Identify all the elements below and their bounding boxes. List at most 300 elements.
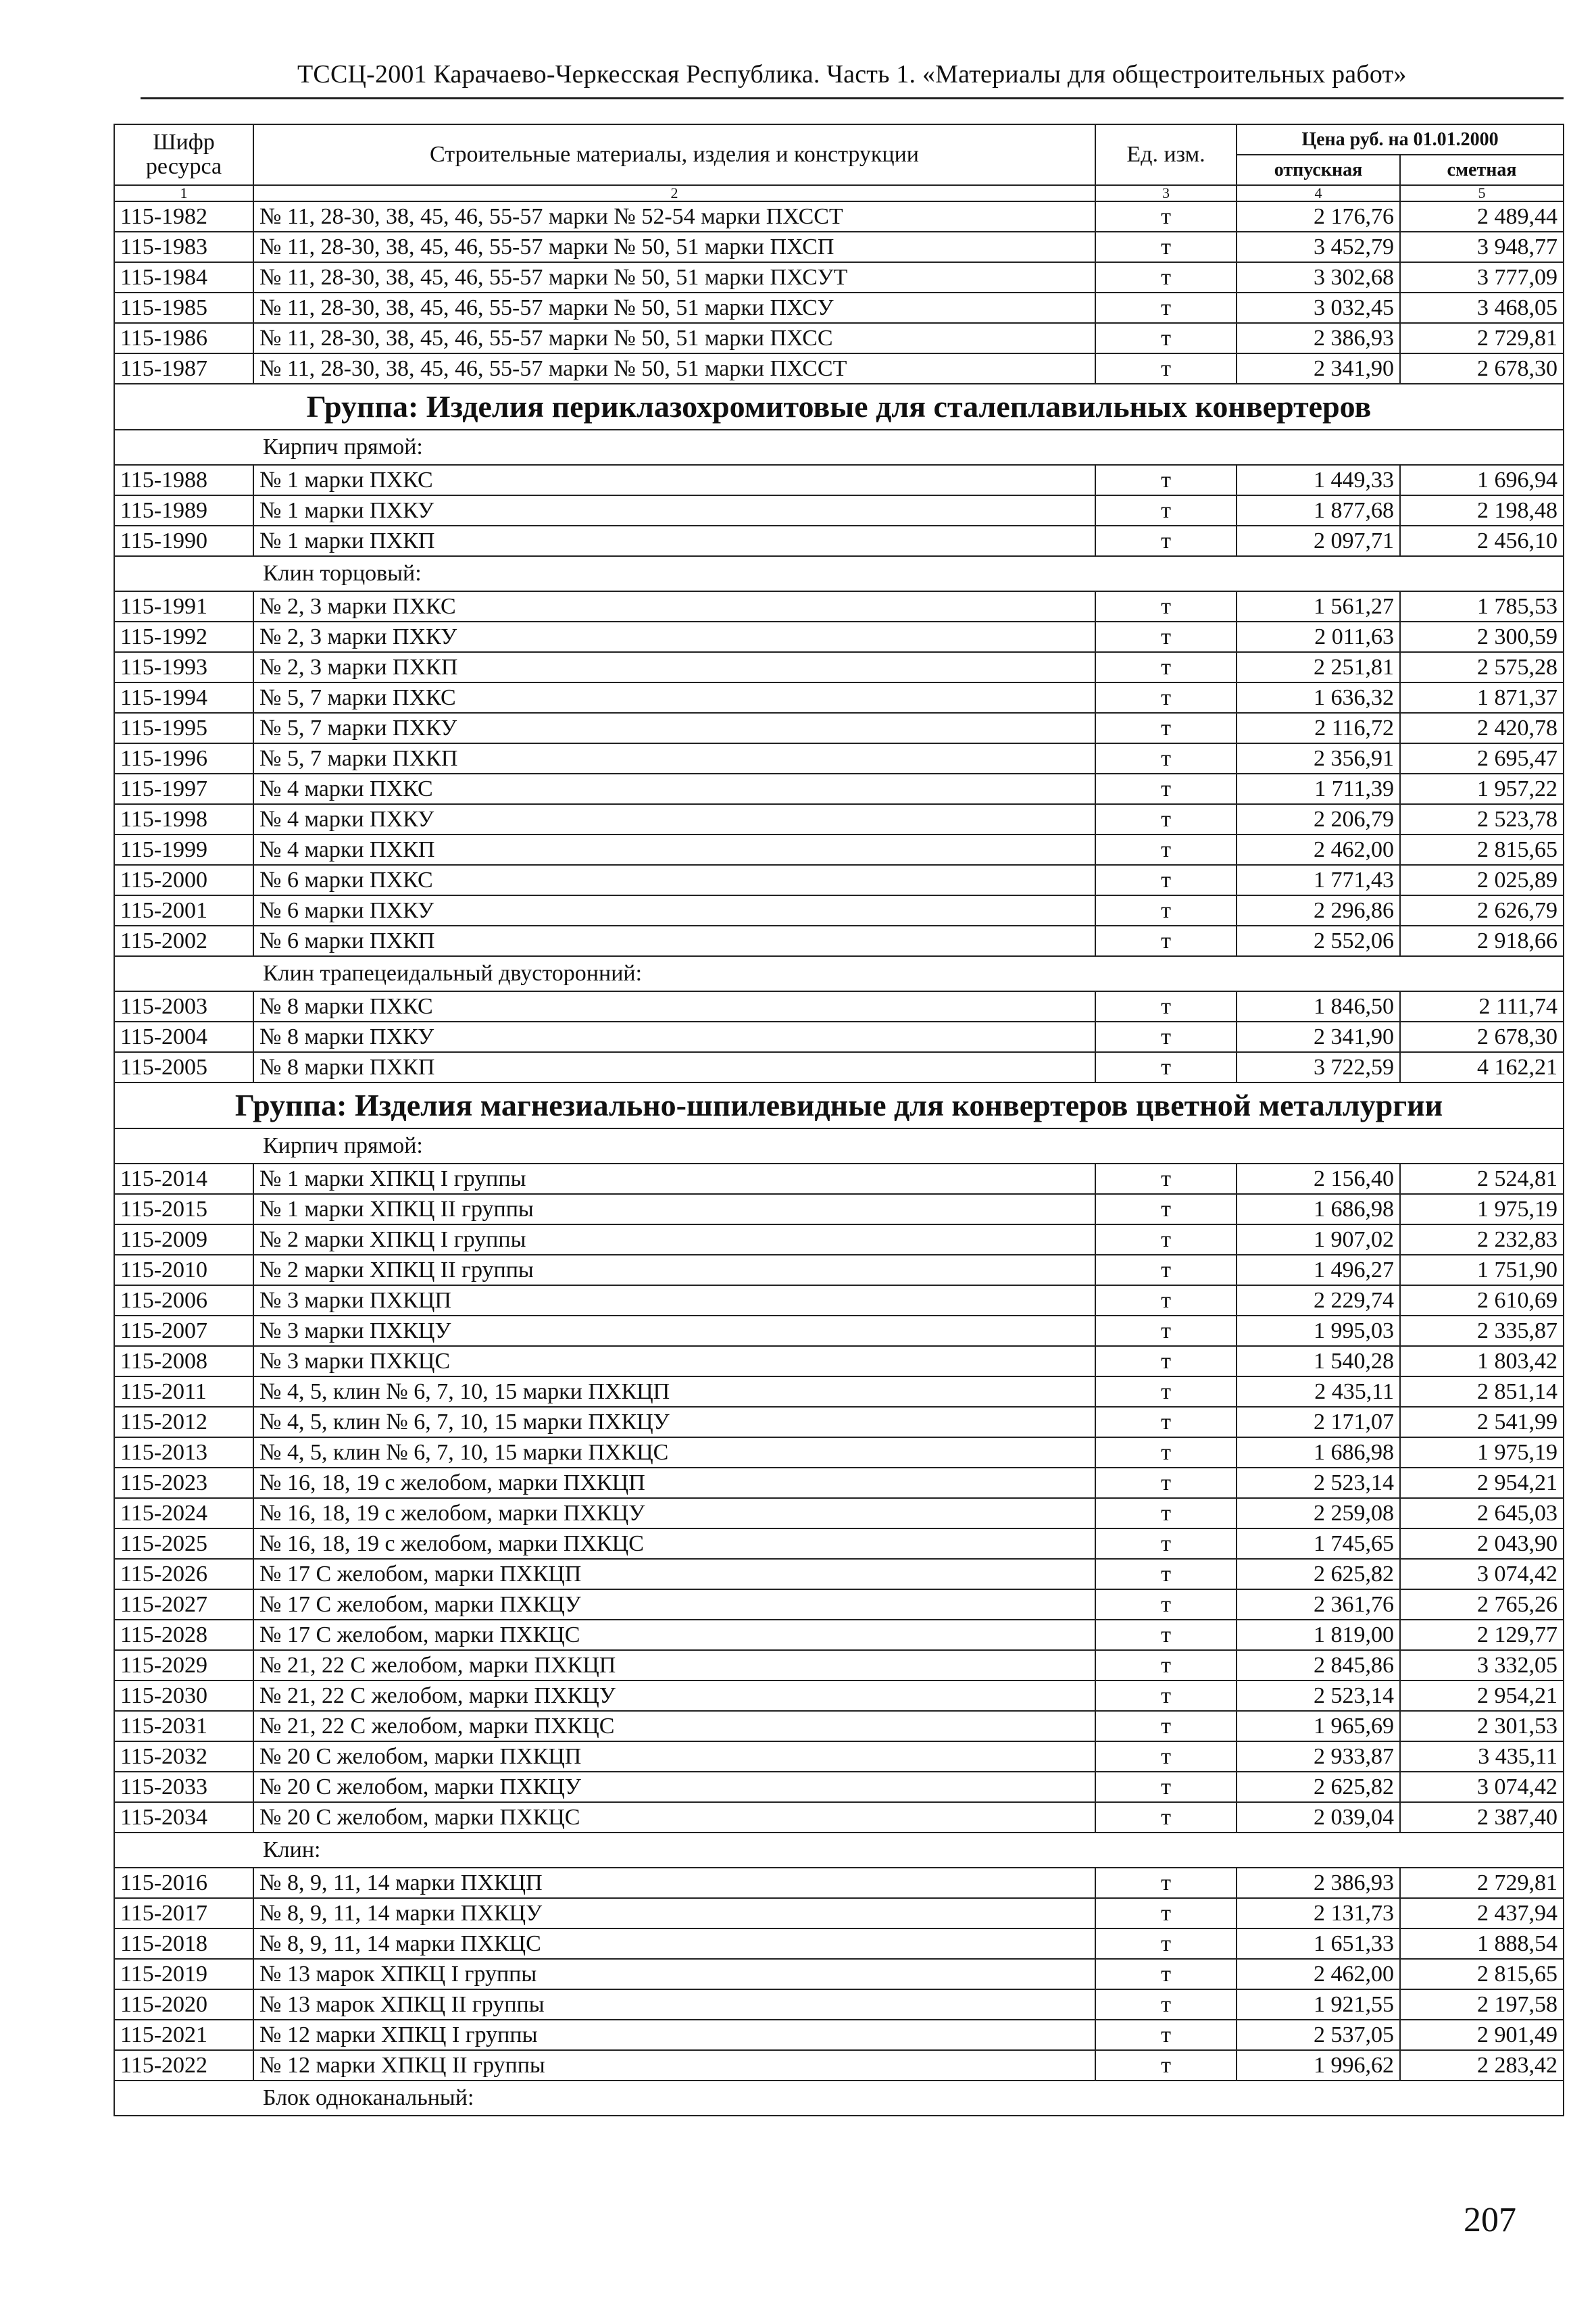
- estimate-price: 2 610,69: [1400, 1285, 1564, 1316]
- release-price: 2 625,82: [1237, 1772, 1400, 1802]
- resource-code: 115-2013: [114, 1437, 253, 1468]
- material-name: № 5, 7 марки ПХКУ: [253, 713, 1095, 743]
- table-row: [114, 743, 1564, 774]
- unit: т: [1095, 1928, 1237, 1959]
- estimate-price: 3 777,09: [1400, 262, 1564, 293]
- estimate-price: 2 901,49: [1400, 2020, 1564, 2050]
- release-price: 1 995,03: [1237, 1316, 1400, 1346]
- material-name: № 8, 9, 11, 14 марки ПХКЦУ: [253, 1898, 1095, 1928]
- release-price: 2 251,81: [1237, 652, 1400, 682]
- unit: т: [1095, 1589, 1237, 1620]
- release-price: 2 171,07: [1237, 1407, 1400, 1437]
- unit: т: [1095, 1346, 1237, 1376]
- table-row: [114, 1741, 1564, 1772]
- release-price: 2 176,76: [1237, 201, 1400, 232]
- table-row: [114, 1868, 1564, 1898]
- table-row: [114, 1528, 1564, 1559]
- column-number-4: 4: [1237, 185, 1400, 201]
- material-name: № 8 марки ПХКУ: [253, 1022, 1095, 1052]
- estimate-price: 2 645,03: [1400, 1498, 1564, 1528]
- resource-code: 115-2020: [114, 1989, 253, 2020]
- release-price: 3 302,68: [1237, 262, 1400, 293]
- unit: т: [1095, 465, 1237, 495]
- estimate-price: 3 332,05: [1400, 1650, 1564, 1681]
- resource-code: 115-1999: [114, 835, 253, 865]
- table-row: [114, 1255, 1564, 1285]
- material-name: № 21, 22 С желобом, марки ПХКЦП: [253, 1650, 1095, 1681]
- resource-code: 115-1987: [114, 353, 253, 384]
- release-price: 2 386,93: [1237, 1868, 1400, 1898]
- estimate-price: 2 954,21: [1400, 1468, 1564, 1498]
- header-name: Строительные материалы, изделия и конструкции: [253, 124, 1095, 185]
- table-row: [114, 1468, 1564, 1498]
- estimate-price: 2 541,99: [1400, 1407, 1564, 1437]
- release-price: 3 452,79: [1237, 232, 1400, 262]
- table-row: [114, 865, 1564, 895]
- table-row: [114, 262, 1564, 293]
- column-number-1: 1: [114, 185, 253, 201]
- material-name: № 2, 3 марки ПХКУ: [253, 622, 1095, 652]
- table-row: [114, 1285, 1564, 1316]
- unit: т: [1095, 1989, 1237, 2020]
- unit: т: [1095, 1650, 1237, 1681]
- material-name: № 2, 3 марки ПХКП: [253, 652, 1095, 682]
- estimate-price: 2 523,78: [1400, 804, 1564, 835]
- estimate-price: 2 815,65: [1400, 1959, 1564, 1989]
- resource-code: 115-2003: [114, 991, 253, 1022]
- column-number-3: 3: [1095, 185, 1237, 201]
- unit: т: [1095, 1898, 1237, 1928]
- table-row: [114, 774, 1564, 804]
- table-row: [114, 1650, 1564, 1681]
- header-code: Шифр ресурса: [114, 124, 253, 185]
- estimate-price: 2 301,53: [1400, 1711, 1564, 1741]
- estimate-price: 3 468,05: [1400, 293, 1564, 323]
- table-row: [114, 652, 1564, 682]
- unit: т: [1095, 682, 1237, 713]
- release-price: 2 523,14: [1237, 1468, 1400, 1498]
- unit: т: [1095, 262, 1237, 293]
- unit: т: [1095, 201, 1237, 232]
- release-price: 1 965,69: [1237, 1711, 1400, 1741]
- subgroup-title: Клин торцовый:: [253, 556, 1564, 591]
- material-name: № 21, 22 С желобом, марки ПХКЦУ: [253, 1681, 1095, 1711]
- resource-code: 115-2011: [114, 1376, 253, 1407]
- release-price: 2 296,86: [1237, 895, 1400, 926]
- unit: т: [1095, 835, 1237, 865]
- material-name: № 3 марки ПХКЦС: [253, 1346, 1095, 1376]
- release-price: 2 523,14: [1237, 1681, 1400, 1711]
- material-name: № 4 марки ПХКС: [253, 774, 1095, 804]
- release-price: 1 846,50: [1237, 991, 1400, 1022]
- subgroup-title: Блок одноканальный:: [253, 2081, 1564, 2116]
- estimate-price: 1 975,19: [1400, 1437, 1564, 1468]
- estimate-price: 2 129,77: [1400, 1620, 1564, 1650]
- table-row: [114, 1928, 1564, 1959]
- material-name: № 1 марки ХПКЦ II группы: [253, 1194, 1095, 1224]
- header-price-release: отпускная: [1237, 155, 1400, 185]
- unit: т: [1095, 323, 1237, 353]
- unit: т: [1095, 1194, 1237, 1224]
- subgroup-title: Клин трапецеидальный двусторонний:: [253, 956, 1564, 991]
- resource-code: 115-2006: [114, 1285, 253, 1316]
- release-price: 2 552,06: [1237, 926, 1400, 956]
- table-row: [114, 926, 1564, 956]
- table-row: [114, 1711, 1564, 1741]
- estimate-price: 2 197,58: [1400, 1989, 1564, 2020]
- resource-code: 115-2017: [114, 1898, 253, 1928]
- unit: т: [1095, 991, 1237, 1022]
- resource-code: 115-2023: [114, 1468, 253, 1498]
- unit: т: [1095, 774, 1237, 804]
- material-name: № 3 марки ПХКЦП: [253, 1285, 1095, 1316]
- unit: т: [1095, 232, 1237, 262]
- unit: т: [1095, 1437, 1237, 1468]
- unit: т: [1095, 1528, 1237, 1559]
- estimate-price: 2 283,42: [1400, 2050, 1564, 2081]
- unit: т: [1095, 2050, 1237, 2081]
- table-row: [114, 991, 1564, 1022]
- unit: т: [1095, 1711, 1237, 1741]
- unit: т: [1095, 895, 1237, 926]
- resource-code: 115-2015: [114, 1194, 253, 1224]
- estimate-price: 2 489,44: [1400, 201, 1564, 232]
- resource-code: 115-1996: [114, 743, 253, 774]
- resource-code: 115-2022: [114, 2050, 253, 2081]
- resource-code: 115-2026: [114, 1559, 253, 1589]
- resource-code: 115-1983: [114, 232, 253, 262]
- estimate-price: 1 888,54: [1400, 1928, 1564, 1959]
- unit: т: [1095, 1620, 1237, 1650]
- unit: т: [1095, 1285, 1237, 1316]
- resource-code: 115-2028: [114, 1620, 253, 1650]
- material-name: № 4 марки ПХКУ: [253, 804, 1095, 835]
- resource-code: 115-2030: [114, 1681, 253, 1711]
- unit: т: [1095, 713, 1237, 743]
- estimate-price: 2 025,89: [1400, 865, 1564, 895]
- estimate-price: 2 456,10: [1400, 526, 1564, 556]
- table-row: [114, 1437, 1564, 1468]
- unit: т: [1095, 1407, 1237, 1437]
- table-row: [114, 1164, 1564, 1194]
- material-name: № 1 марки ПХКС: [253, 465, 1095, 495]
- resource-code: 115-1988: [114, 465, 253, 495]
- release-price: 2 116,72: [1237, 713, 1400, 743]
- resource-code: 115-1984: [114, 262, 253, 293]
- unit: т: [1095, 1959, 1237, 1989]
- material-name: № 5, 7 марки ПХКП: [253, 743, 1095, 774]
- resource-code: 115-2014: [114, 1164, 253, 1194]
- estimate-price: 2 111,74: [1400, 991, 1564, 1022]
- unit: т: [1095, 526, 1237, 556]
- material-name: № 11, 28-30, 38, 45, 46, 55-57 марки № 50, 51 марки ПХСУ: [253, 293, 1095, 323]
- material-name: № 20 С желобом, марки ПХКЦП: [253, 1741, 1095, 1772]
- unit: т: [1095, 1224, 1237, 1255]
- material-name: № 11, 28-30, 38, 45, 46, 55-57 марки № 50, 51 марки ПХСП: [253, 232, 1095, 262]
- table-row: [114, 682, 1564, 713]
- release-price: 1 921,55: [1237, 1989, 1400, 2020]
- table-row: [114, 1559, 1564, 1589]
- group-title: Группа: Изделия периклазохромитовые для сталеплавильных конвертеров: [114, 384, 1564, 430]
- subgroup-title: Клин:: [253, 1833, 1564, 1868]
- release-price: 1 686,98: [1237, 1194, 1400, 1224]
- release-price: 2 537,05: [1237, 2020, 1400, 2050]
- estimate-price: 2 043,90: [1400, 1528, 1564, 1559]
- estimate-price: 3 074,42: [1400, 1559, 1564, 1589]
- release-price: 2 039,04: [1237, 1802, 1400, 1833]
- estimate-price: 1 803,42: [1400, 1346, 1564, 1376]
- header-price-estimate: сметная: [1400, 155, 1564, 185]
- unit: т: [1095, 804, 1237, 835]
- unit: т: [1095, 1498, 1237, 1528]
- subgroup-title: Кирпич прямой:: [253, 430, 1564, 465]
- resource-code: 115-2033: [114, 1772, 253, 1802]
- table-row: [114, 895, 1564, 926]
- material-name: № 8 марки ПХКС: [253, 991, 1095, 1022]
- estimate-price: 4 162,21: [1400, 1052, 1564, 1082]
- estimate-price: 1 975,19: [1400, 1194, 1564, 1224]
- release-price: 2 131,73: [1237, 1898, 1400, 1928]
- group-row: [114, 1082, 1564, 1128]
- resource-code: 115-2029: [114, 1650, 253, 1681]
- estimate-price: 2 815,65: [1400, 835, 1564, 865]
- estimate-price: 2 695,47: [1400, 743, 1564, 774]
- unit: т: [1095, 591, 1237, 622]
- table-row: [114, 495, 1564, 526]
- table-row: [114, 1052, 1564, 1082]
- resource-code: 115-2031: [114, 1711, 253, 1741]
- release-price: 2 206,79: [1237, 804, 1400, 835]
- resource-code: 115-2032: [114, 1741, 253, 1772]
- release-price: 2 341,90: [1237, 1022, 1400, 1052]
- unit: т: [1095, 622, 1237, 652]
- subgroup-row: [114, 1833, 1564, 1868]
- material-name: № 2 марки ХПКЦ II группы: [253, 1255, 1095, 1285]
- release-price: 1 711,39: [1237, 774, 1400, 804]
- table-row: [114, 713, 1564, 743]
- release-price: 2 156,40: [1237, 1164, 1400, 1194]
- subgroup-spacer: [114, 430, 253, 465]
- material-name: № 8, 9, 11, 14 марки ПХКЦС: [253, 1928, 1095, 1959]
- unit: т: [1095, 293, 1237, 323]
- resource-code: 115-1986: [114, 323, 253, 353]
- release-price: 1 651,33: [1237, 1928, 1400, 1959]
- estimate-price: 2 729,81: [1400, 1868, 1564, 1898]
- unit: т: [1095, 495, 1237, 526]
- estimate-price: 3 074,42: [1400, 1772, 1564, 1802]
- table-row: [114, 835, 1564, 865]
- material-name: № 1 марки ПХКУ: [253, 495, 1095, 526]
- estimate-price: 2 575,28: [1400, 652, 1564, 682]
- release-price: 2 462,00: [1237, 835, 1400, 865]
- release-price: 2 386,93: [1237, 323, 1400, 353]
- resource-code: 115-2007: [114, 1316, 253, 1346]
- subgroup-spacer: [114, 556, 253, 591]
- release-price: 1 449,33: [1237, 465, 1400, 495]
- estimate-price: 1 957,22: [1400, 774, 1564, 804]
- resource-code: 115-1982: [114, 201, 253, 232]
- release-price: 3 722,59: [1237, 1052, 1400, 1082]
- release-price: 3 032,45: [1237, 293, 1400, 323]
- estimate-price: 2 851,14: [1400, 1376, 1564, 1407]
- estimate-price: 2 954,21: [1400, 1681, 1564, 1711]
- material-name: № 20 С желобом, марки ПХКЦС: [253, 1802, 1095, 1833]
- unit: т: [1095, 926, 1237, 956]
- material-name: № 5, 7 марки ПХКС: [253, 682, 1095, 713]
- table-row: [114, 201, 1564, 232]
- table-row: [114, 1376, 1564, 1407]
- group-row: [114, 384, 1564, 430]
- table-row: [114, 1022, 1564, 1052]
- unit: т: [1095, 1741, 1237, 1772]
- table-row: [114, 1989, 1564, 2020]
- estimate-price: 2 420,78: [1400, 713, 1564, 743]
- subgroup-spacer: [114, 956, 253, 991]
- column-number-2: 2: [253, 185, 1095, 201]
- resource-code: 115-2034: [114, 1802, 253, 1833]
- table-row: [114, 1802, 1564, 1833]
- resource-code: 115-2005: [114, 1052, 253, 1082]
- release-price: 1 907,02: [1237, 1224, 1400, 1255]
- table-row: [114, 1498, 1564, 1528]
- header-price-title: Цена руб. на 01.01.2000: [1237, 124, 1564, 155]
- table-row: [114, 526, 1564, 556]
- release-price: 2 097,71: [1237, 526, 1400, 556]
- resource-code: 115-1991: [114, 591, 253, 622]
- table-row: [114, 622, 1564, 652]
- table-row: [114, 1407, 1564, 1437]
- unit: т: [1095, 1802, 1237, 1833]
- estimate-price: 1 751,90: [1400, 1255, 1564, 1285]
- material-name: № 8 марки ПХКП: [253, 1052, 1095, 1082]
- unit: т: [1095, 1164, 1237, 1194]
- release-price: 2 341,90: [1237, 353, 1400, 384]
- estimate-price: 2 335,87: [1400, 1316, 1564, 1346]
- unit: т: [1095, 1255, 1237, 1285]
- release-price: 2 356,91: [1237, 743, 1400, 774]
- release-price: 2 933,87: [1237, 1741, 1400, 1772]
- resource-code: 115-2012: [114, 1407, 253, 1437]
- column-number-5: 5: [1400, 185, 1564, 201]
- release-price: 2 011,63: [1237, 622, 1400, 652]
- unit: т: [1095, 1052, 1237, 1082]
- table-row: [114, 1959, 1564, 1989]
- release-price: 1 496,27: [1237, 1255, 1400, 1285]
- table-row: [114, 1772, 1564, 1802]
- material-name: № 16, 18, 19 с желобом, марки ПХКЦП: [253, 1468, 1095, 1498]
- material-name: № 4, 5, клин № 6, 7, 10, 15 марки ПХКЦП: [253, 1376, 1095, 1407]
- resource-code: 115-1994: [114, 682, 253, 713]
- estimate-price: 2 626,79: [1400, 895, 1564, 926]
- release-price: 1 877,68: [1237, 495, 1400, 526]
- table-row: [114, 323, 1564, 353]
- table-row: [114, 293, 1564, 323]
- material-name: № 2, 3 марки ПХКС: [253, 591, 1095, 622]
- subgroup-row: [114, 556, 1564, 591]
- material-name: № 8, 9, 11, 14 марки ПХКЦП: [253, 1868, 1095, 1898]
- estimate-price: 2 524,81: [1400, 1164, 1564, 1194]
- material-name: № 16, 18, 19 с желобом, марки ПХКЦУ: [253, 1498, 1095, 1528]
- material-name: № 6 марки ПХКП: [253, 926, 1095, 956]
- resource-code: 115-2024: [114, 1498, 253, 1528]
- table-row: [114, 591, 1564, 622]
- unit: т: [1095, 2020, 1237, 2050]
- estimate-price: 2 437,94: [1400, 1898, 1564, 1928]
- estimate-price: 2 300,59: [1400, 622, 1564, 652]
- table-row: [114, 2050, 1564, 2081]
- material-name: № 13 марок ХПКЦ II группы: [253, 1989, 1095, 2020]
- subgroup-spacer: [114, 2081, 253, 2116]
- estimate-price: 2 729,81: [1400, 323, 1564, 353]
- resource-code: 115-1998: [114, 804, 253, 835]
- resource-code: 115-2004: [114, 1022, 253, 1052]
- material-name: № 4, 5, клин № 6, 7, 10, 15 марки ПХКЦУ: [253, 1407, 1095, 1437]
- subgroup-title: Кирпич прямой:: [253, 1128, 1564, 1164]
- material-name: № 11, 28-30, 38, 45, 46, 55-57 марки № 50, 51 марки ПХСУТ: [253, 262, 1095, 293]
- estimate-price: 2 387,40: [1400, 1802, 1564, 1833]
- material-name: № 21, 22 С желобом, марки ПХКЦС: [253, 1711, 1095, 1741]
- unit: т: [1095, 353, 1237, 384]
- table-body: [114, 201, 1564, 2116]
- group-title: Группа: Изделия магнезиально-шпилевидные для конвертеров цветной металлургии: [114, 1082, 1564, 1128]
- material-name: № 6 марки ПХКУ: [253, 895, 1095, 926]
- release-price: 2 462,00: [1237, 1959, 1400, 1989]
- resource-code: 115-2010: [114, 1255, 253, 1285]
- estimate-price: 1 871,37: [1400, 682, 1564, 713]
- release-price: 1 686,98: [1237, 1437, 1400, 1468]
- release-price: 1 745,65: [1237, 1528, 1400, 1559]
- resource-code: 115-2018: [114, 1928, 253, 1959]
- release-price: 2 229,74: [1237, 1285, 1400, 1316]
- material-name: № 17 С желобом, марки ПХКЦУ: [253, 1589, 1095, 1620]
- unit: т: [1095, 1559, 1237, 1589]
- table-row: [114, 1589, 1564, 1620]
- estimate-price: 2 198,48: [1400, 495, 1564, 526]
- release-price: 1 636,32: [1237, 682, 1400, 713]
- price-table: [114, 124, 1564, 2116]
- resource-code: 115-2025: [114, 1528, 253, 1559]
- resource-code: 115-1989: [114, 495, 253, 526]
- subgroup-spacer: [114, 1128, 253, 1164]
- material-name: № 2 марки ХПКЦ I группы: [253, 1224, 1095, 1255]
- resource-code: 115-2027: [114, 1589, 253, 1620]
- unit: т: [1095, 865, 1237, 895]
- resource-code: 115-1992: [114, 622, 253, 652]
- unit: т: [1095, 1316, 1237, 1346]
- release-price: 1 996,62: [1237, 2050, 1400, 2081]
- release-price: 1 540,28: [1237, 1346, 1400, 1376]
- unit: т: [1095, 652, 1237, 682]
- table-row: [114, 1898, 1564, 1928]
- page-number: 207: [1464, 2201, 1516, 2239]
- unit: т: [1095, 1772, 1237, 1802]
- estimate-price: 2 678,30: [1400, 353, 1564, 384]
- material-name: № 4, 5, клин № 6, 7, 10, 15 марки ПХКЦС: [253, 1437, 1095, 1468]
- header-rule: [141, 97, 1564, 99]
- release-price: 1 819,00: [1237, 1620, 1400, 1650]
- material-name: № 11, 28-30, 38, 45, 46, 55-57 марки № 50, 51 марки ПХССТ: [253, 353, 1095, 384]
- estimate-price: 3 948,77: [1400, 232, 1564, 262]
- resource-code: 115-1995: [114, 713, 253, 743]
- table-row: [114, 1346, 1564, 1376]
- table-row: [114, 353, 1564, 384]
- material-name: № 11, 28-30, 38, 45, 46, 55-57 марки № 50, 51 марки ПХСС: [253, 323, 1095, 353]
- estimate-price: 2 678,30: [1400, 1022, 1564, 1052]
- estimate-price: 1 696,94: [1400, 465, 1564, 495]
- estimate-price: 1 785,53: [1400, 591, 1564, 622]
- table-row: [114, 2020, 1564, 2050]
- material-name: № 12 марки ХПКЦ I группы: [253, 2020, 1095, 2050]
